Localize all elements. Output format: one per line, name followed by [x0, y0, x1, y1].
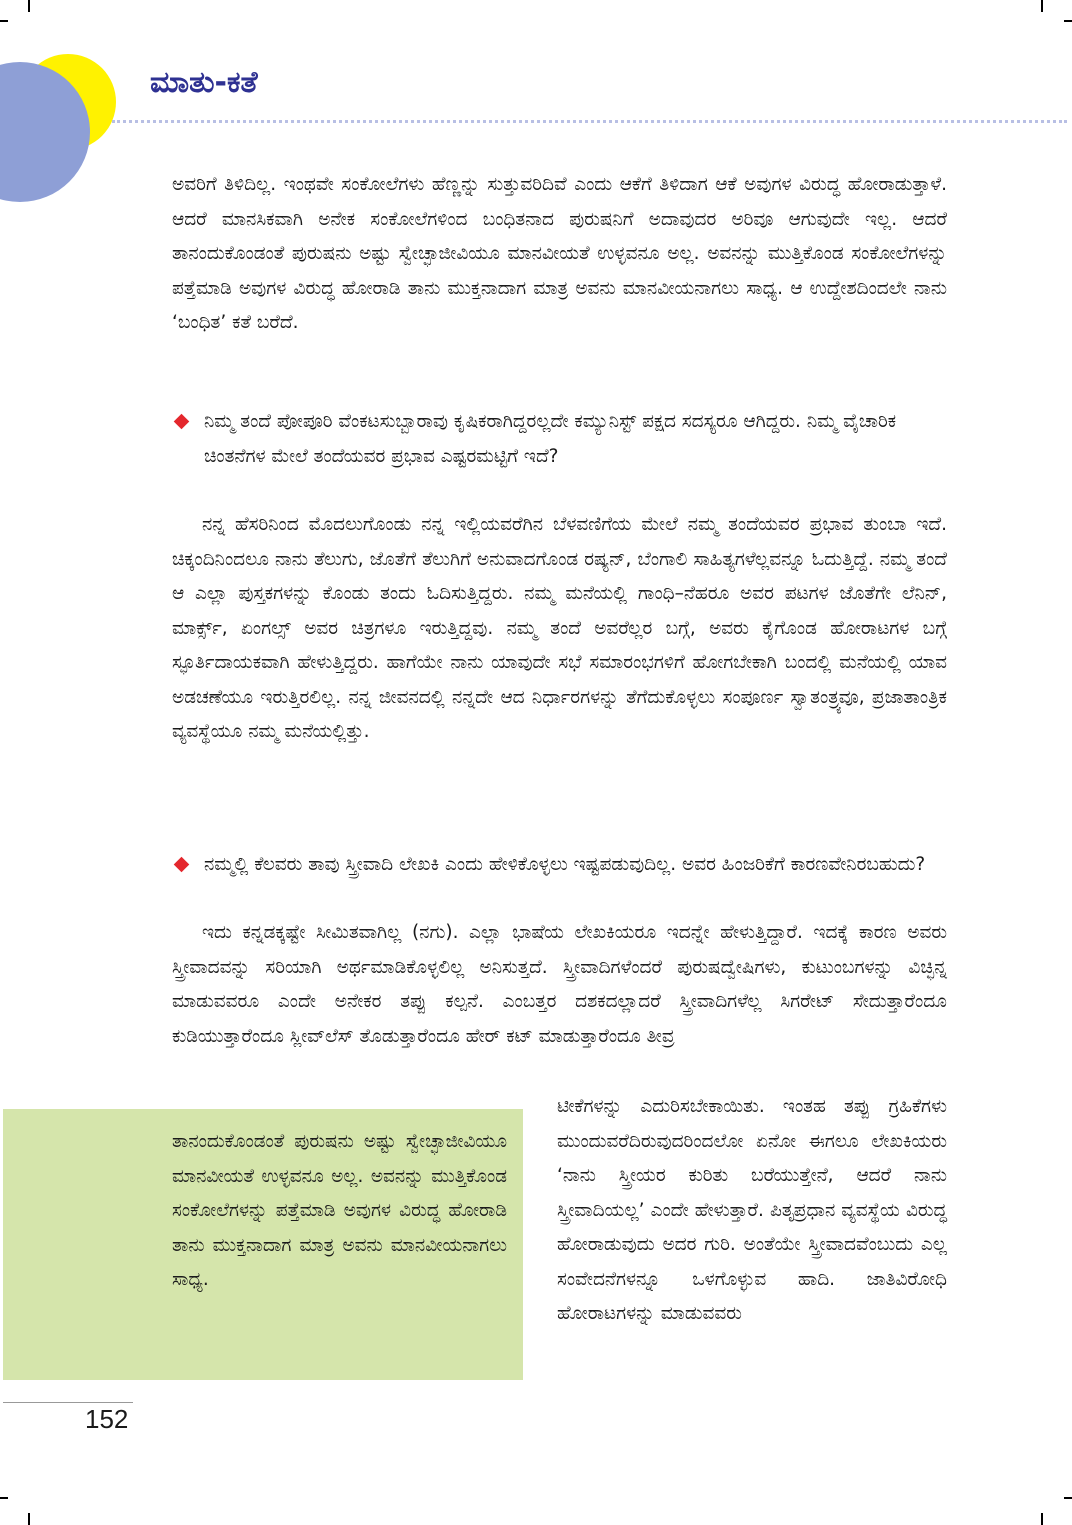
crop-mark-top-right-h — [1064, 20, 1072, 22]
header-dotted-rule — [112, 120, 1067, 123]
crop-mark-bottom-right — [1041, 1513, 1043, 1525]
crop-mark-bottom-left — [28, 1513, 30, 1525]
question-2-text: ನಮ್ಮಲ್ಲಿ ಕೆಲವರು ತಾವು ಸ್ತ್ರೀವಾದಿ ಲೇಖಕಿ ಎಂದು ಹೇಳಿಕೊಳ್ಳಲು ಇಷ್ಟಪಡುವುದಿಲ್ಲ. ಅವರ ಹಿಂಜರಿಕೆಗೆ ಕಾರಣವೇನಿರಬಹುದು? — [204, 854, 926, 875]
answer-2-paragraph: ಇದು ಕನ್ನಡಕ್ಕಷ್ಟೇ ಸೀಮಿತವಾಗಿಲ್ಲ (ನಗು). ಎಲ್ಲಾ ಭಾಷೆಯ ಲೇಖಕಿಯರೂ ಇದನ್ನೇ ಹೇಳುತ್ತಿದ್ದಾರೆ. ಇದಕ್ಕೆ ಕಾರಣ ಅವರು ಸ್ತ್ರೀವಾದವನ್ನು ಸರಿಯಾಗಿ ಅರ್ಥಮಾಡಿಕೊಳ್ಳಲಿಲ್ಲ ಅನಿಸುತ್ತದೆ. ಸ್ತ್ರೀವಾದಿಗಳೆಂದರೆ ಪುರುಷದ್ವೇಷಿಗಳು, ಕುಟುಂಬಗಳನ್ನು ವಿಚ್ಛಿನ್ನ ಮಾಡುವವರೂ ಎಂದೇ ಅನೇಕರ ತಪ್ಪು ಕಲ್ಪನೆ. ಎಂಬತ್ತರ ದಶಕದಲ್ಲಾದರೆ ಸ್ತ್ರೀವಾದಿಗಳೆಲ್ಲ ಸಿಗರೇಟ್ ಸೇದುತ್ತಾರೆಂದೂ ಕುಡಿಯುತ್ತಾರೆಂದೂ ಸ್ಲೀವ್‌ಲೆಸ್ ತೊಡುತ್ತಾರೆಂದೂ ಹೇರ್ ಕಟ್ ಮಾಡುತ್ತಾರೆಂದೂ ತೀವ್ರ — [172, 922, 947, 1047]
answer-1-paragraph: ನನ್ನ ಹೆಸರಿನಿಂದ ಮೊದಲುಗೊಂಡು ನನ್ನ ಇಲ್ಲಿಯವರೆಗಿನ ಬೆಳವಣಿಗೆಯ ಮೇಲೆ ನಮ್ಮ ತಂದೆಯವರ ಪ್ರಭಾವ ತುಂಬಾ ಇದೆ. ಚಿಕ್ಕಂದಿನಿಂದಲೂ ನಾನು ತೆಲುಗು, ಜೊತೆಗೆ ತೆಲುಗಿಗೆ ಅನುವಾದಗೊಂಡ ರಷ್ಯನ್, ಬೆಂಗಾಲಿ ಸಾಹಿತ್ಯಗಳೆಲ್ಲವನ್ನೂ ಓದುತ್ತಿದ್ದೆ. ನಮ್ಮ ತಂದೆ ಆ ಎಲ್ಲಾ ಪುಸ್ತಕಗಳನ್ನು ಕೊಂಡು ತಂದು ಓದಿಸುತ್ತಿದ್ದರು. ನಮ್ಮ ಮನೆಯಲ್ಲಿ ಗಾಂಧಿ–ನೆಹರೂ ಅವರ ಪಟಗಳ ಜೊತೆಗೇ ಲೆನಿನ್, ಮಾರ್ಕ್ಸ್, ಏಂಗಲ್ಸ್ ಅವರ ಚಿತ್ರಗಳೂ ಇರುತ್ತಿದ್ದವು. ನಮ್ಮ ತಂದೆ ಅವರೆಲ್ಲರ ಬಗ್ಗೆ, ಅವರು ಕೈಗೊಂಡ ಹೋರಾಟಗಳ ಬಗ್ಗೆ ಸ್ಫೂರ್ತಿದಾಯಕವಾಗಿ ಹೇಳುತ್ತಿದ್ದರು. ಹಾಗೆಯೇ ನಾನು ಯಾವುದೇ ಸಭೆ ಸಮಾರಂಭಗಳಿಗೆ ಹೋಗಬೇಕಾಗಿ ಬಂದಲ್ಲಿ ಮನೆಯಲ್ಲಿ ಯಾವ ಅಡಚಣೆಯೂ ಇರುತ್ತಿರಲಿಲ್ಲ. ನನ್ನ ಜೀವನದಲ್ಲಿ ನನ್ನದೇ ಆದ ನಿರ್ಧಾರಗಳನ್ನು ತೆಗೆದುಕೊಳ್ಳಲು ಸಂಪೂರ್ಣ ಸ್ವಾತಂತ್ರ್ಯವೂ, ಪ್ರಜಾತಾಂತ್ರಿಕ ವ್ಯವಸ್ಥೆಯೂ ನಮ್ಮ ಮನೆಯಲ್ಲಿತ್ತು. — [172, 514, 947, 742]
section-title: ಮಾತು-ಕತೆ — [150, 65, 258, 100]
question-1-text: ನಿಮ್ಮ ತಂದೆ ಪೋಪೂರಿ ವೆಂಕಟಸುಬ್ಬಾರಾವು ಕೃಷಿಕರಾಗಿದ್ದರಲ್ಲದೇ ಕಮ್ಯುನಿಸ್ಟ್ ಪಕ್ಷದ ಸದಸ್ಯರೂ ಆಗಿದ್ದರು. ನಿಮ್ಮ ವೈಚಾರಿಕ ಚಿಂತನೆಗಳ ಮೇಲೆ ತಂದೆಯವರ ಪ್ರಭಾವ ಎಷ್ಟರಮಟ್ಟಿಗೆ ಇದೆ? — [204, 411, 897, 467]
crop-mark-bottom-right-h — [1064, 1497, 1072, 1499]
red-diamond-icon — [174, 857, 190, 873]
footer-rule — [3, 1402, 133, 1403]
question-1 — [176, 405, 936, 474]
question-2 — [176, 848, 936, 883]
crop-mark-top-right — [1041, 0, 1043, 12]
crop-mark-top-left-h — [0, 20, 8, 22]
pull-quote-text: ತಾನಂದುಕೊಂಡಂತೆ ಪುರುಷನು ಅಷ್ಟು ಸ್ವೇಚ್ಛಾಜೀವಿಯೂ ಮಾನವೀಯತೆ ಉಳ್ಳವನೂ ಅಲ್ಲ. ಅವನನ್ನು ಮುತ್ತಿಕೊಂಡ ಸಂಕೋಲೆಗಳನ್ನು ಪತ್ತೆಮಾಡಿ ಅವುಗಳ ವಿರುದ್ಧ ಹೋರಾಡಿ ತಾನು ಮುಕ್ತನಾದಾಗ ಮಾತ್ರ ಅವನು ಮಾನವೀಯನಾಗಲು ಸಾಧ್ಯ. — [172, 1131, 507, 1290]
crop-mark-top-left — [28, 0, 30, 12]
answer-2-continuation: ಟೀಕೆಗಳನ್ನು ಎದುರಿಸಬೇಕಾಯಿತು. ಇಂತಹ ತಪ್ಪು ಗ್ರಹಿಕೆಗಳು ಮುಂದುವರೆದಿರುವುದರಿಂದಲೋ ಏನೋ ಈಗಲೂ ಲೇಖಕಿಯರು ‘ನಾನು ಸ್ತ್ರೀಯರ ಕುರಿತು ಬರೆಯುತ್ತೇನೆ, ಆದರೆ ನಾನು ಸ್ತ್ರೀವಾದಿಯಲ್ಲ’ ಎಂದೇ ಹೇಳುತ್ತಾರೆ. ಪಿತೃಪ್ರಧಾನ ವ್ಯವಸ್ಥೆಯ ವಿರುದ್ಧ ಹೋರಾಡುವುದು ಅದರ ಗುರಿ. ಅಂತೆಯೇ ಸ್ತ್ರೀವಾದವೆಂಬುದು ಎಲ್ಲ ಸಂವೇದನೆಗಳನ್ನೂ ಒಳಗೊಳ್ಳುವ ಹಾದಿ. ಜಾತಿವಿರೋಧಿ ಹೋರಾಟಗಳನ್ನು ಮಾಡುವವರು — [557, 1096, 947, 1324]
page-number: 152 — [85, 1404, 129, 1434]
crop-mark-bottom-left-h — [0, 1497, 8, 1499]
intro-paragraph: ಅವರಿಗೆ ತಿಳಿದಿಲ್ಲ. ಇಂಥವೇ ಸಂಕೋಲೆಗಳು ಹೆಣ್ಣನ್ನು ಸುತ್ತುವರಿದಿವೆ ಎಂದು ಆಕೆಗೆ ತಿಳಿದಾಗ ಆಕೆ ಅವುಗಳ ವಿರುದ್ಧ ಹೋರಾಡುತ್ತಾಳೆ. ಆದರೆ ಮಾನಸಿಕವಾಗಿ ಅನೇಕ ಸಂಕೋಲೆಗಳಿಂದ ಬಂಧಿತನಾದ ಪುರುಷನಿಗೆ ಅದಾವುದರ ಅರಿವೂ ಆಗುವುದೇ ಇಲ್ಲ. ಆದರೆ ತಾನಂದುಕೊಂಡಂತೆ ಪುರುಷನು ಅಷ್ಟು ಸ್ವೇಚ್ಛಾಜೀವಿಯೂ ಮಾನವೀಯತೆ ಉಳ್ಳವನೂ ಅಲ್ಲ. ಅವನನ್ನು ಮುತ್ತಿಕೊಂಡ ಸಂಕೋಲೆಗಳನ್ನು ಪತ್ತೆಮಾಡಿ ಅವುಗಳ ವಿರುದ್ಧ ಹೋರಾಡಿ ತಾನು ಮುಕ್ತನಾದಾಗ ಮಾತ್ರ ಅವನು ಮಾನವೀಯನಾಗಲು ಸಾಧ್ಯ. ಆ ಉದ್ದೇಶದಿಂದಲೇ ನಾನು ‘ಬಂಧಿತ’ ಕತೆ ಬರೆದೆ. — [172, 174, 947, 333]
red-diamond-icon — [174, 414, 190, 430]
